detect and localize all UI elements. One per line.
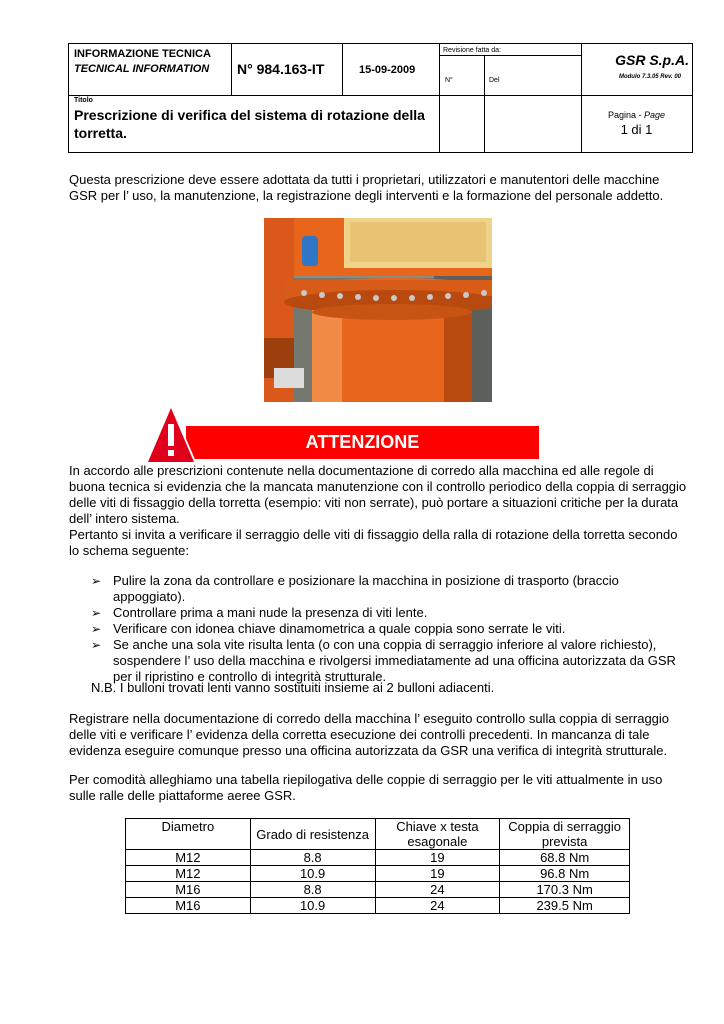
table-header-row xyxy=(126,819,630,850)
table-cell: M12 xyxy=(126,850,251,866)
doc-date: 15-09-2009 xyxy=(359,64,416,76)
table-cell: 239.5 Nm xyxy=(500,898,630,914)
warning-triangle-icon xyxy=(143,402,199,466)
paragraph-maintenance: In accordo alle prescrizioni contenute nella documentazione di corredo alla macchina ed alle regole di buona tecnica si evidenzia che la mancata manutenzione con il controllo periodico della coppia di serraggio delle viti di fissaggio della torretta (esempio: viti non serrate), può portare a situazioni critiche per la durata dell’ intero sistema. xyxy=(69,463,687,526)
table-cell: 10.9 xyxy=(250,898,375,914)
intro-paragraph: Questa prescrizione deve essere adottata da tutti i proprietari, utilizzatori e manutentori delle macchine GSR per l’ uso, la manutenzione, la registrazione degli interventi e la formazione del personale addetto. xyxy=(69,172,664,203)
table-cell: 10.9 xyxy=(250,866,375,882)
revision-number-label: N° xyxy=(445,77,453,84)
table-cell: 8.8 xyxy=(250,850,375,866)
torque-table xyxy=(125,818,630,914)
doc-number: N° 984.163-IT xyxy=(237,61,325,77)
table-header: Coppia di serraggio prevista xyxy=(500,819,630,850)
table-cell: M12 xyxy=(126,866,251,882)
table-header: Grado di resistenza xyxy=(250,819,375,850)
title-label: Titolo xyxy=(74,97,93,104)
table-cell: M16 xyxy=(126,882,251,898)
arrow-bullet-icon: ➢ xyxy=(91,574,102,588)
table-cell: 19 xyxy=(375,850,500,866)
table-cell: 24 xyxy=(375,882,500,898)
table-row xyxy=(126,882,630,898)
arrow-bullet-icon: ➢ xyxy=(91,638,102,652)
list-item: ➢ Pulire la zona da controllare e posizionare la macchina in posizione di trasporto (braccio appoggiato). xyxy=(91,573,619,604)
table-cell: 170.3 Nm xyxy=(500,882,630,898)
info-it: INFORMAZIONE TECNICA xyxy=(74,48,211,60)
document-header xyxy=(68,43,582,153)
arrow-bullet-icon: ➢ xyxy=(91,606,102,620)
arrow-bullet-icon: ➢ xyxy=(91,622,102,636)
document-title: Prescrizione di verifica del sistema di rotazione della torretta. xyxy=(74,107,425,141)
table-cell: 8.8 xyxy=(250,882,375,898)
turret-photo xyxy=(264,218,492,402)
table-row xyxy=(126,866,630,882)
warning-banner xyxy=(186,426,539,459)
company-name: GSR S.p.A. xyxy=(615,52,689,68)
page-value: 1 di 1 xyxy=(620,122,653,137)
revision-label: Revisione fatta da: xyxy=(443,47,501,54)
table-cell: 19 xyxy=(375,866,500,882)
table-cell: M16 xyxy=(126,898,251,914)
list-item: ➢ Se anche una sola vite risulta lenta (o con una coppia di serraggio inferiore al valore richiesto), sospendere l’ uso della macchina e rivolgersi immediatamente ad una officina autorizzata da GSR per il ripristino e controllo di integrità strutturale. xyxy=(91,637,676,684)
paragraph-instruction: Pertanto si invita a verificare il serraggio delle viti di fissaggio della ralla di rotazione della torretta secondo lo schema seguente: xyxy=(69,527,678,558)
module-code: Modulo 7.3.05 Rev. 00 xyxy=(618,74,681,80)
paragraph-registration: Registrare nella documentazione di corredo della macchina l’ eseguito controllo sulla coppia di serraggio delle viti e verificare l’ evidenza della corretta esecuzione dei controlli precedenti. In mancanza di tale evidenza eseguire comunque presso una officina autorizzata da GSR una verifica di integrità strutturale. xyxy=(69,711,670,758)
table-header: Chiave x testa esagonale xyxy=(375,819,500,850)
table-header: Diametro xyxy=(126,819,251,850)
info-en: TECNICAL INFORMATION xyxy=(74,63,210,75)
table-cell: 68.8 Nm xyxy=(500,850,630,866)
table-cell: 96.8 Nm xyxy=(500,866,630,882)
table-cell: 24 xyxy=(375,898,500,914)
note-paragraph: N.B. I bulloni trovati lenti vanno sostituiti insieme ai 2 bulloni adiacenti. xyxy=(91,680,495,695)
turret-photo-illustration xyxy=(264,218,492,402)
paragraph-table-intro: Per comodità alleghiamo una tabella riepilogativa delle coppie di serraggio per le viti attualmente in uso sulle ralle delle piattaforme aeree GSR. xyxy=(69,772,663,803)
list-item: ➢ Controllare prima a mani nude la presenza di viti lente. xyxy=(91,605,428,620)
list-item: ➢ Verificare con idonea chiave dinamometrica a quale coppia sono serrate le viti. xyxy=(91,621,566,636)
table-row xyxy=(126,850,630,866)
company-box xyxy=(581,43,693,153)
table-row xyxy=(126,898,630,914)
warning-label: ATTENZIONE xyxy=(305,432,420,452)
steps-list xyxy=(91,573,687,685)
page-label: Pagina - Page xyxy=(607,110,666,120)
revision-date-label: Del xyxy=(489,77,500,84)
